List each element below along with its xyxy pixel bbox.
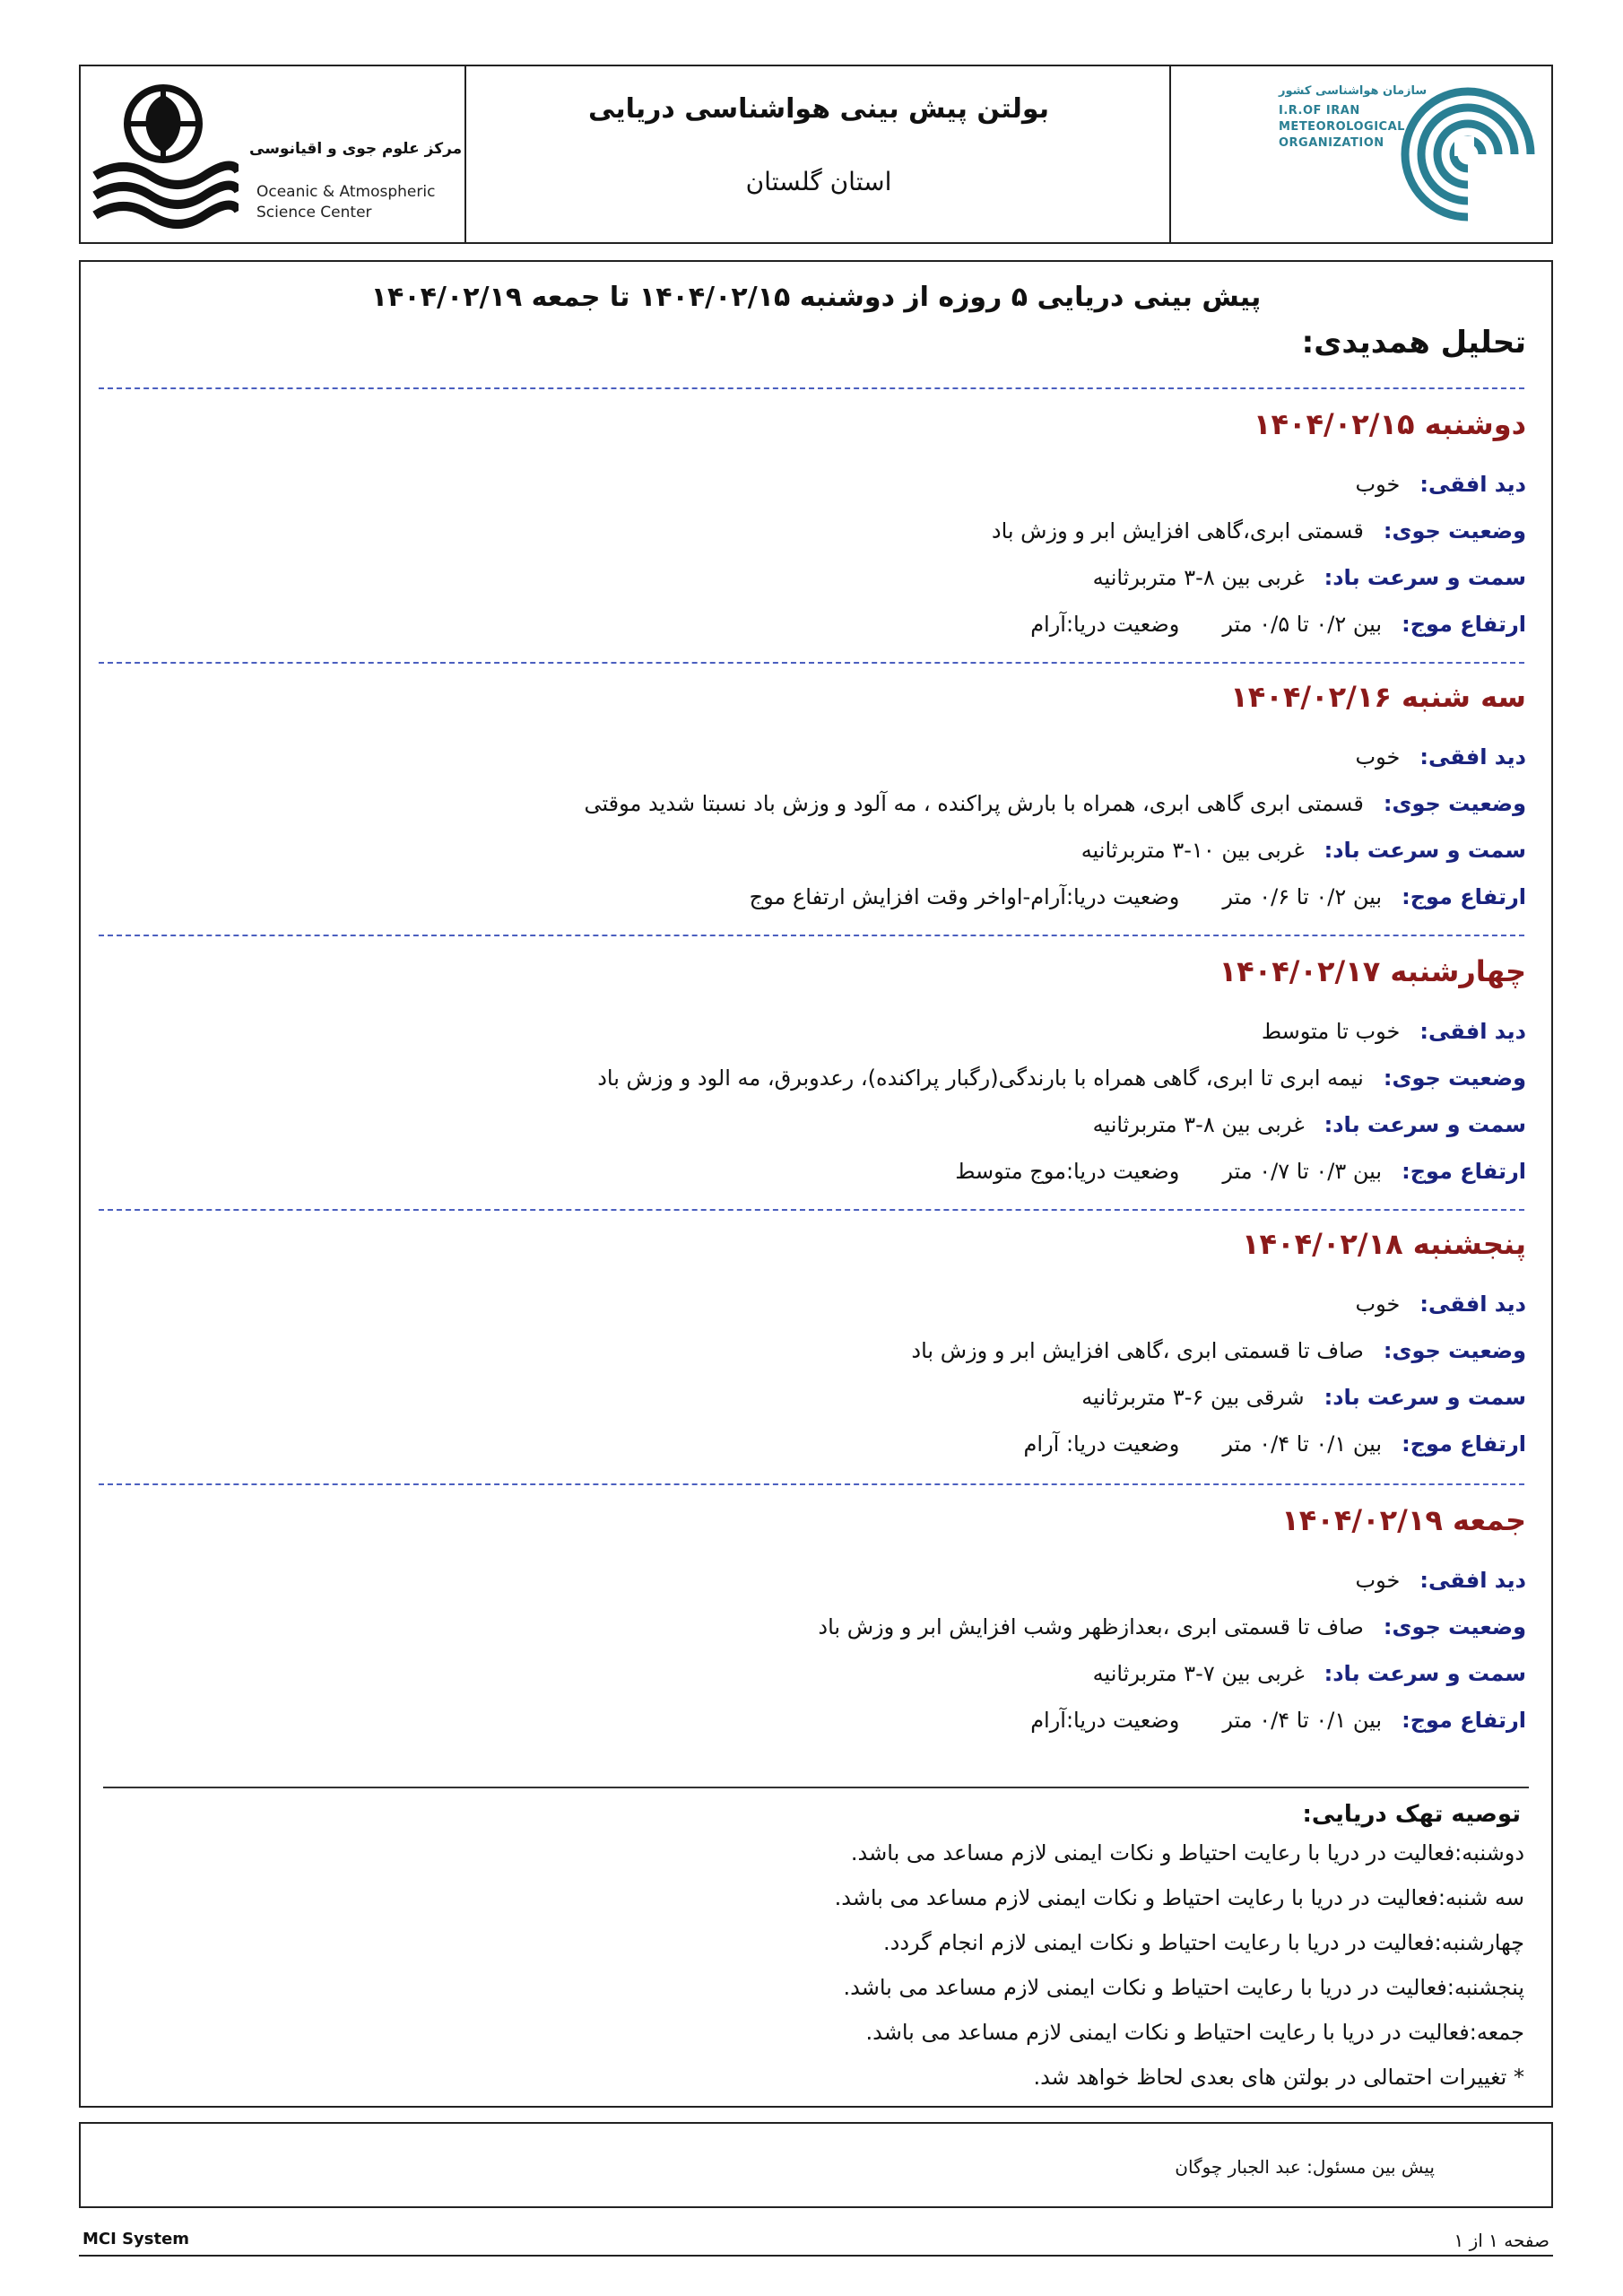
advice-note: * تغییرات احتمالی در بولتن های بعدی لحاظ خواهد شد. [1033,2065,1524,2090]
wave-label: ارتفاع موج: [1402,884,1526,909]
visibility-value: خوب [1355,1568,1401,1593]
imo-logo-cell [1169,66,1551,242]
weather-row [992,518,1526,544]
wave-value: بین ۰/۲ تا ۰/۵ متر [1222,612,1383,637]
sea-state-value: وضعیت دریا:موج متوسط [955,1159,1180,1184]
wave-value: بین ۰/۱ تا ۰/۴ متر [1222,1708,1383,1733]
wave-row [1030,612,1526,637]
imo-name-en3: ORGANIZATION [1279,136,1384,150]
weather-row [584,791,1526,816]
visibility-row [1356,1568,1526,1593]
synoptic-label: تحلیل همدیدی: [1301,325,1526,361]
advice-title: توصیه تهک دریایی: [1302,1801,1521,1828]
weather-value: صاف تا قسمتی ابری ،بعدازظهر وشب افزایش ابر و وزش باد [818,1614,1364,1639]
oasc-name-en1: Oceanic & Atmospheric [256,183,436,201]
bulletin-title: بولتن پیش بینی هواشناسی دریایی [588,93,1049,125]
wave-row [1030,1708,1526,1733]
sea-state-value: وضعیت دریا:آرام [1030,612,1180,637]
visibility-value: خوب [1355,472,1401,497]
wave-label: ارتفاع موج: [1402,1708,1526,1733]
weather-label: وضعیت جوی: [1383,791,1526,816]
advice-line: پنجشنبه:فعالیت در دریا با رعایت احتیاط و نکات ایمنی لازم مساعد می باشد. [843,1975,1524,2000]
visibility-value: خوب [1355,744,1401,770]
weather-label: وضعیت جوی: [1383,1614,1526,1639]
imo-name-fa: سازمان هواشناسی کشور [1279,84,1428,98]
weather-value: صاف تا قسمتی ابری ،گاهی افزایش ابر و وزش باد [911,1338,1364,1363]
advice-line: دوشنبه:فعالیت در دریا با رعایت احتیاط و نکات ایمنی لازم مساعد می باشد. [850,1840,1524,1866]
visibility-label: دید افقی: [1419,472,1526,497]
advice-line: چهارشنبه:فعالیت در دریا با رعایت احتیاط و نکات ایمنی لازم انجام گردد. [883,1930,1524,1955]
visibility-row [1356,744,1526,770]
page-number: صفحه ۱ از ۱ [1454,2230,1549,2251]
oasc-name-fa: مرکز علوم جوی و اقیانوسی [249,140,463,158]
divider [99,1209,1524,1211]
wind-value: شرقی بین ۶-۳ متربرثانیه [1081,1385,1305,1410]
weather-label: وضعیت جوی: [1383,1338,1526,1363]
day-title: سه شنبه ۱۴۰۴/۰۲/۱۶ [1230,680,1526,714]
weather-row [818,1614,1526,1639]
advice-line: سه شنبه:فعالیت در دریا با رعایت احتیاط و نکات ایمنی لازم مساعد می باشد. [834,1885,1524,1910]
wind-row [1093,1112,1526,1137]
wave-row [955,1159,1526,1184]
wind-row [1081,838,1526,863]
wave-value: بین ۰/۱ تا ۰/۴ متر [1222,1431,1383,1457]
weather-value: قسمتی ابری گاهی ابری، همراه با بارش پراکنده ، مه آلود و وزش باد نسبتا شدید موقتی [584,791,1364,816]
wind-value: غربی بین ۱۰-۳ متربرثانیه [1081,838,1305,863]
wind-value: غربی بین ۸-۳ متربرثانیه [1092,565,1305,590]
wave-label: ارتفاع موج: [1402,1431,1526,1457]
wind-label: سمت و سرعت باد: [1324,565,1526,590]
responsible-forecaster: پیش بین مسئول: عبد الجبار چوگان [1175,2156,1435,2178]
wave-label: ارتفاع موج: [1402,1159,1526,1184]
weather-label: وضعیت جوی: [1383,1065,1526,1091]
wind-value: غربی بین ۸-۳ متربرثانیه [1092,1112,1305,1137]
wave-label: ارتفاع موج: [1402,612,1526,637]
oasc-name-en2: Science Center [256,204,372,222]
system-label: MCI System [82,2230,190,2248]
day-title: چهارشنبه ۱۴۰۴/۰۲/۱۷ [1219,954,1526,988]
visibility-row [1262,1019,1526,1044]
title-cell [464,66,1171,242]
wind-row [1093,1661,1526,1686]
sea-state-value: وضعیت دریا:آرام-اواخر وقت افزایش ارتفاع موج [749,884,1180,909]
weather-row [597,1065,1526,1091]
weather-row [911,1338,1526,1363]
visibility-label: دید افقی: [1419,1568,1526,1593]
visibility-label: دید افقی: [1419,1019,1526,1044]
visibility-row [1356,472,1526,497]
footer-rule [79,2255,1553,2257]
section-rule [103,1787,1529,1788]
oasc-logo-cell [81,66,466,242]
day-title: دوشنبه ۱۴۰۴/۰۲/۱۵ [1253,407,1526,441]
visibility-row [1356,1292,1526,1317]
bulletin-header [79,65,1553,244]
wave-row [750,884,1526,909]
imo-name-en2: METEOROLOGICAL [1279,120,1405,134]
wind-row [1081,1385,1526,1410]
imo-logo [1401,83,1535,228]
wind-label: سمت و سرعت باد: [1324,1112,1526,1137]
wind-label: سمت و سرعت باد: [1324,1385,1526,1410]
visibility-label: دید افقی: [1419,1292,1526,1317]
wind-row [1093,565,1526,590]
wave-value: بین ۰/۳ تا ۰/۷ متر [1222,1159,1383,1184]
forecast-title: پیش بینی دریایی ۵ روزه از دوشنبه ۱۴۰۴/۰۲/۱۵ تا جمعه ۱۴۰۴/۰۲/۱۹ [370,282,1262,313]
day-title: جمعه ۱۴۰۴/۰۲/۱۹ [1281,1503,1526,1537]
oasc-logo [88,77,239,230]
wind-label: سمت و سرعت باد: [1324,1661,1526,1686]
province-name: استان گلستان [745,167,892,196]
day-title: پنجشنبه ۱۴۰۴/۰۲/۱۸ [1242,1227,1526,1261]
wave-value: بین ۰/۲ تا ۰/۶ متر [1222,884,1383,909]
wind-label: سمت و سرعت باد: [1324,838,1526,863]
imo-name-en1: I.R.OF IRAN [1279,104,1360,117]
wave-row [1024,1431,1526,1457]
divider [99,1483,1524,1485]
sea-state-value: وضعیت دریا: آرام [1023,1431,1180,1457]
sea-state-value: وضعیت دریا:آرام [1030,1708,1180,1733]
weather-value: نیمه ابری تا ابری، گاهی همراه با بارندگی(رگبار پراکنده)، رعدوبرق، مه الود و وزش باد [597,1065,1364,1091]
weather-value: قسمتی ابری،گاهی افزایش ابر و وزش باد [991,518,1364,544]
advice-line: جمعه:فعالیت در دریا با رعایت احتیاط و نکات ایمنی لازم مساعد می باشد. [865,2020,1524,2045]
divider [99,387,1524,389]
visibility-value: خوب تا متوسط [1261,1019,1401,1044]
divider [99,662,1524,664]
visibility-value: خوب [1355,1292,1401,1317]
wind-value: غربی بین ۷-۳ متربرثانیه [1092,1661,1305,1686]
visibility-label: دید افقی: [1419,744,1526,770]
divider [99,935,1524,936]
weather-label: وضعیت جوی: [1383,518,1526,544]
